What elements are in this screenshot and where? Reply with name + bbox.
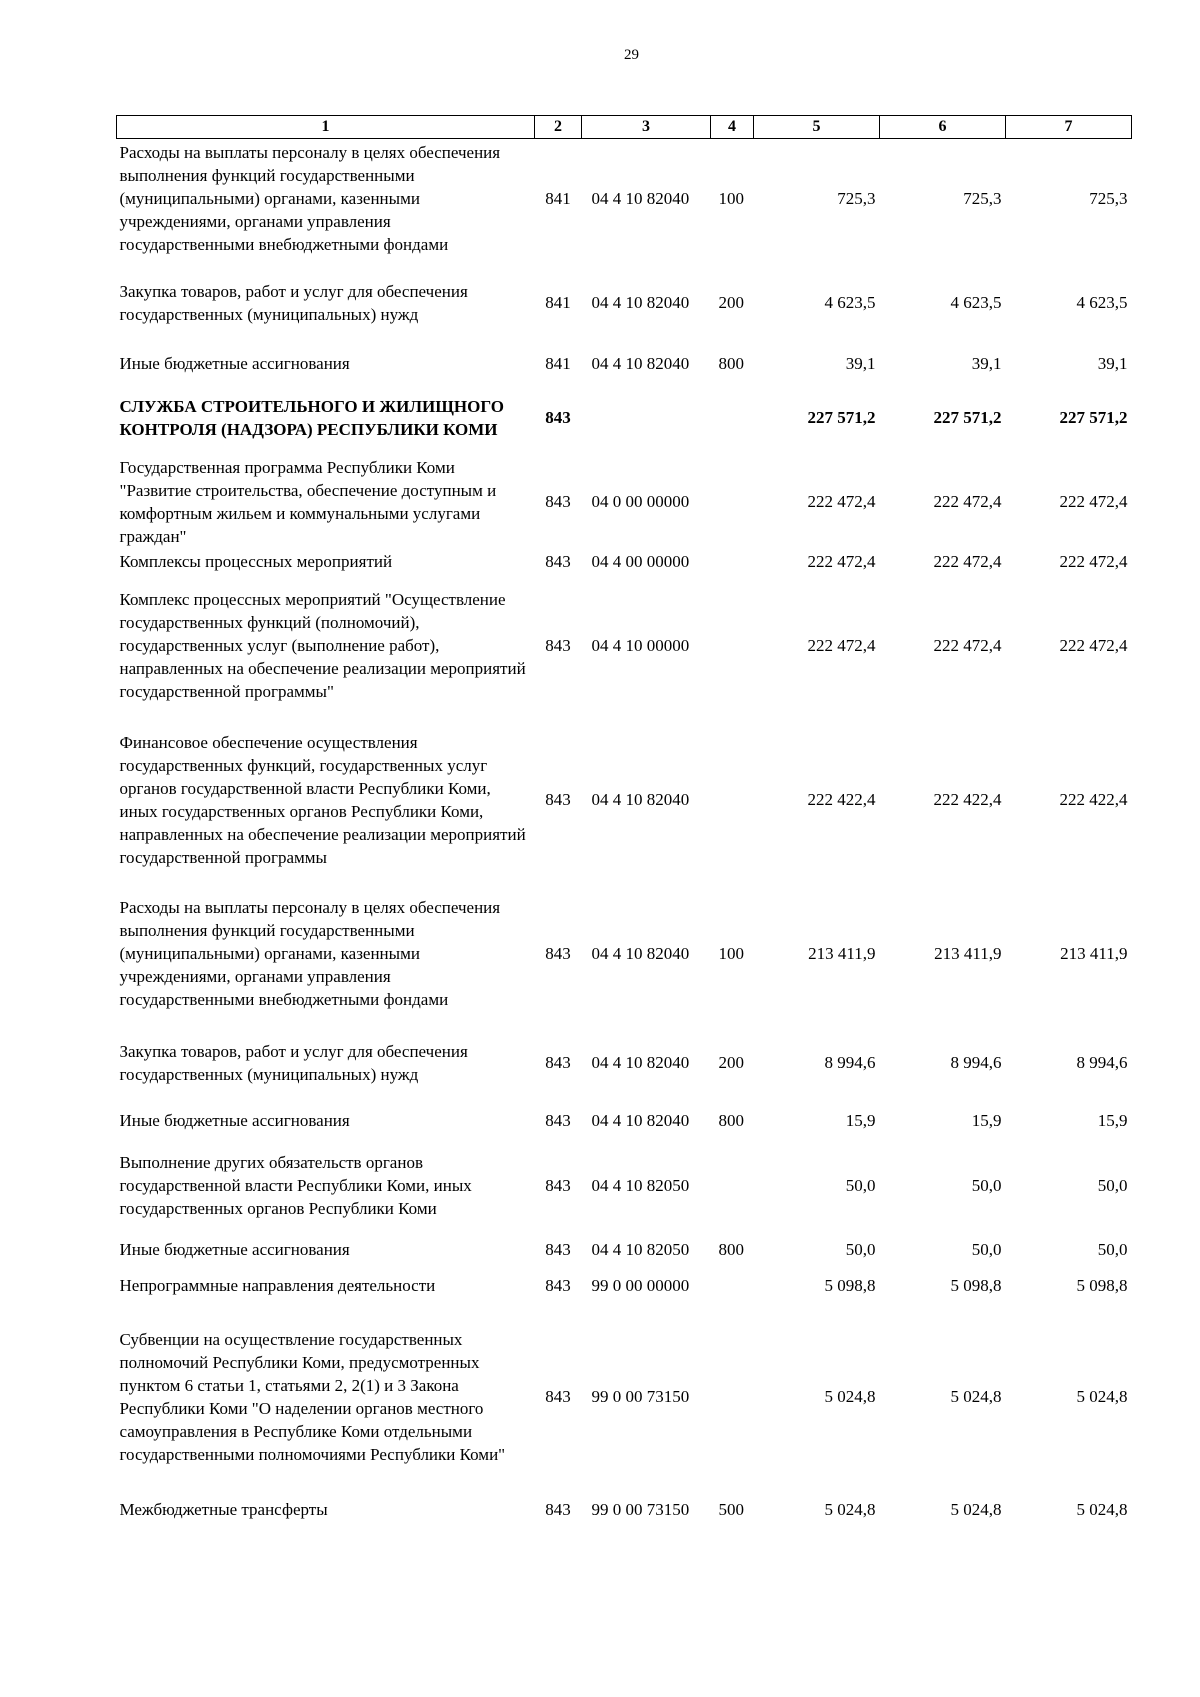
row-value-7: 222 422,4 bbox=[1059, 790, 1128, 809]
row-vr bbox=[711, 576, 754, 716]
column-header-4: 4 bbox=[711, 116, 754, 139]
row-vr: 200 bbox=[718, 293, 744, 312]
row-name: Расходы на выплаты персоналу в целях обеспечения выполнения функций государственными (муниципальными) органами, казенными учреждениями, органами управления государственными внебюджетными фондами bbox=[119, 898, 501, 1009]
row-value-5: 5 098,8 bbox=[824, 1276, 876, 1295]
row-grbs: 843 bbox=[545, 636, 571, 655]
table-row bbox=[117, 1102, 1132, 1140]
row-value-6: 213 411,9 bbox=[934, 944, 1002, 963]
row-grbs: 843 bbox=[545, 790, 571, 809]
row-value-6: 725,3 bbox=[963, 189, 1002, 209]
row-csr: 99 0 00 00000 bbox=[591, 1276, 690, 1295]
row-value-7: 50,0 bbox=[1097, 1176, 1128, 1195]
table-row bbox=[117, 259, 1132, 347]
row-value-5: 725,3 bbox=[837, 189, 876, 209]
row-value-7: 227 571,2 bbox=[1059, 408, 1128, 427]
row-name: Иные бюджетные ассигнования bbox=[119, 1111, 350, 1130]
row-vr: 500 bbox=[718, 1500, 744, 1519]
row-value-7: 213 411,9 bbox=[1060, 944, 1128, 963]
row-name: Закупка товаров, работ и услуг для обеспечения государственных (муниципальных) нужд bbox=[119, 281, 468, 324]
row-vr bbox=[711, 1140, 754, 1232]
table-row bbox=[117, 347, 1132, 380]
row-name: Выполнение других обязательств органов государственной власти Республики Коми, иных государственных органов Республики Коми bbox=[119, 1153, 472, 1218]
table-row bbox=[117, 456, 1132, 548]
row-name: Финансовое обеспечение осуществления государственных функций, государственных услуг органов государственной власти Республики Коми, иных государственных органов Республики Коми, направленных на обеспечение реализации мероприятий государственной программы bbox=[119, 732, 526, 867]
row-value-5: 4 623,5 bbox=[824, 293, 876, 312]
row-value-7: 5 024,8 bbox=[1076, 1387, 1128, 1406]
row-value-6: 5 024,8 bbox=[950, 1387, 1002, 1406]
row-grbs: 841 bbox=[545, 293, 571, 312]
row-vr: 100 bbox=[718, 189, 744, 209]
row-grbs: 843 bbox=[545, 944, 571, 963]
row-vr: 800 bbox=[718, 1111, 744, 1130]
row-value-5: 15,9 bbox=[845, 1111, 876, 1130]
row-name: Иные бюджетные ассигнования bbox=[119, 353, 350, 373]
row-value-5: 50,0 bbox=[845, 1240, 876, 1259]
row-value-6: 15,9 bbox=[971, 1111, 1002, 1130]
row-name: Комплексы процессных мероприятий bbox=[119, 552, 393, 571]
row-value-5: 50,0 bbox=[845, 1176, 876, 1195]
table-row bbox=[117, 1304, 1132, 1490]
row-value-7: 5 024,8 bbox=[1076, 1500, 1128, 1519]
section-row bbox=[117, 380, 1132, 456]
row-value-7: 222 472,4 bbox=[1059, 552, 1128, 571]
row-grbs: 843 bbox=[545, 552, 571, 571]
row-value-7: 8 994,6 bbox=[1076, 1053, 1128, 1072]
row-name: Субвенции на осуществление государственных полномочий Республики Коми, предусмотренных пунктом 6 статьи 1, статьями 2, 2(1) и 3 Закона Республики Коми "О наделении органов местного самоуправления в Республике Коми отдельными государственными полномочиями Республики Коми" bbox=[119, 1329, 506, 1464]
row-name: Расходы на выплаты персоналу в целях обеспечения выполнения функций государственными (муниципальными) органами, казенными учреждениями, органами управления государственными внебюджетными фондами bbox=[119, 143, 501, 255]
row-grbs: 841 bbox=[545, 353, 571, 373]
header-row bbox=[117, 116, 1132, 139]
row-value-6: 222 472,4 bbox=[933, 552, 1002, 571]
table-row bbox=[117, 884, 1132, 1024]
row-value-5: 5 024,8 bbox=[824, 1387, 876, 1406]
row-grbs: 843 bbox=[545, 1387, 571, 1406]
row-vr bbox=[711, 1268, 754, 1304]
table-row bbox=[117, 1024, 1132, 1102]
row-vr bbox=[711, 1304, 754, 1490]
row-grbs: 843 bbox=[545, 408, 571, 427]
row-name: Комплекс процессных мероприятий "Осуществление государственных функций (полномочий), государственных услуг (выполнение работ), направленных на обеспечение реализации мероприятий государственной программы" bbox=[119, 590, 526, 701]
row-grbs: 843 bbox=[545, 1276, 571, 1295]
row-value-6: 222 422,4 bbox=[933, 790, 1002, 809]
row-csr: 99 0 00 73150 bbox=[591, 1500, 690, 1519]
column-header-6: 6 bbox=[880, 116, 1006, 139]
row-name: Межбюджетные трансферты bbox=[119, 1500, 328, 1519]
row-csr: 04 4 10 82050 bbox=[591, 1176, 690, 1195]
row-vr: 200 bbox=[718, 1053, 744, 1072]
row-grbs: 843 bbox=[545, 1240, 571, 1259]
row-grbs: 843 bbox=[545, 1176, 571, 1195]
row-name: Непрограммные направления деятельности bbox=[119, 1276, 436, 1295]
row-value-6: 50,0 bbox=[971, 1240, 1002, 1259]
table-row bbox=[117, 1232, 1132, 1268]
row-value-6: 39,1 bbox=[971, 353, 1002, 373]
row-value-7: 4 623,5 bbox=[1076, 293, 1128, 312]
row-value-5: 227 571,2 bbox=[807, 408, 876, 427]
row-value-6: 222 472,4 bbox=[933, 636, 1002, 655]
row-value-7: 222 472,4 bbox=[1059, 636, 1128, 655]
column-header-7: 7 bbox=[1006, 116, 1132, 139]
table-body bbox=[117, 139, 1132, 1530]
row-csr: 04 4 10 82050 bbox=[591, 1240, 690, 1259]
table-row bbox=[117, 716, 1132, 884]
row-vr bbox=[711, 716, 754, 884]
row-csr: 04 0 00 00000 bbox=[591, 492, 690, 511]
row-name: Иные бюджетные ассигнования bbox=[119, 1240, 350, 1259]
table-row bbox=[117, 576, 1132, 716]
row-vr bbox=[711, 548, 754, 576]
row-value-5: 222 422,4 bbox=[807, 790, 876, 809]
budget-table bbox=[116, 115, 1132, 1530]
row-grbs: 841 bbox=[545, 189, 571, 209]
row-csr: 04 4 10 82040 bbox=[591, 790, 690, 809]
row-value-7: 15,9 bbox=[1097, 1111, 1128, 1130]
table-row bbox=[117, 1268, 1132, 1304]
row-csr bbox=[582, 380, 711, 456]
row-csr: 04 4 00 00000 bbox=[591, 552, 690, 571]
row-value-7: 50,0 bbox=[1097, 1240, 1128, 1259]
row-vr bbox=[711, 456, 754, 548]
row-value-6: 5 024,8 bbox=[950, 1500, 1002, 1519]
row-vr: 100 bbox=[718, 944, 744, 963]
row-value-5: 222 472,4 bbox=[807, 492, 876, 511]
row-value-7: 222 472,4 bbox=[1059, 492, 1128, 511]
row-value-7: 5 098,8 bbox=[1076, 1276, 1128, 1295]
column-header-5: 5 bbox=[754, 116, 880, 139]
table-header bbox=[117, 116, 1132, 139]
row-vr bbox=[711, 380, 754, 456]
row-grbs: 843 bbox=[545, 1053, 571, 1072]
table-row bbox=[117, 1490, 1132, 1530]
row-csr: 04 4 10 82040 bbox=[591, 353, 690, 373]
row-grbs: 843 bbox=[545, 1500, 571, 1519]
row-value-5: 8 994,6 bbox=[824, 1053, 876, 1072]
row-value-7: 39,1 bbox=[1097, 353, 1128, 373]
row-csr: 04 4 10 82040 bbox=[591, 189, 690, 209]
row-name: Государственная программа Республики Коми "Развитие строительства, обеспечение доступным и комфортным жильем и коммунальными услугами граждан" bbox=[119, 457, 497, 546]
row-value-6: 8 994,6 bbox=[950, 1053, 1002, 1072]
row-value-5: 39,1 bbox=[845, 353, 876, 373]
row-grbs: 843 bbox=[545, 1111, 571, 1130]
column-header-2: 2 bbox=[535, 116, 582, 139]
page-number: 29 bbox=[624, 47, 639, 63]
row-name: Закупка товаров, работ и услуг для обеспечения государственных (муниципальных) нужд bbox=[119, 1041, 468, 1084]
row-value-6: 5 098,8 bbox=[950, 1276, 1002, 1295]
row-value-6: 222 472,4 bbox=[933, 492, 1002, 511]
table-row bbox=[117, 1140, 1132, 1232]
row-value-5: 222 472,4 bbox=[807, 636, 876, 655]
row-csr: 04 4 10 00000 bbox=[591, 636, 690, 655]
column-header-3: 3 bbox=[582, 116, 711, 139]
row-csr: 04 4 10 82040 bbox=[591, 1053, 690, 1072]
section-name: СЛУЖБА СТРОИТЕЛЬНОГО И ЖИЛИЩНОГО КОНТРОЛЯ (НАДЗОРА) РЕСПУБЛИКИ КОМИ bbox=[119, 396, 504, 439]
row-csr: 04 4 10 82040 bbox=[591, 293, 690, 312]
row-csr: 04 4 10 82040 bbox=[591, 944, 690, 963]
row-vr: 800 bbox=[718, 353, 744, 373]
column-header-1: 1 bbox=[117, 116, 535, 139]
row-value-5: 5 024,8 bbox=[824, 1500, 876, 1519]
row-value-5: 213 411,9 bbox=[808, 944, 876, 963]
row-value-6: 50,0 bbox=[971, 1176, 1002, 1195]
row-value-5: 222 472,4 bbox=[807, 552, 876, 571]
table-row bbox=[117, 548, 1132, 576]
row-grbs: 843 bbox=[545, 492, 571, 511]
row-csr: 99 0 00 73150 bbox=[591, 1387, 690, 1406]
table-row bbox=[117, 139, 1132, 259]
row-value-7: 725,3 bbox=[1089, 189, 1128, 209]
row-value-6: 227 571,2 bbox=[933, 408, 1002, 427]
row-csr: 04 4 10 82040 bbox=[591, 1111, 690, 1130]
row-vr: 800 bbox=[718, 1240, 744, 1259]
row-value-6: 4 623,5 bbox=[950, 293, 1002, 312]
